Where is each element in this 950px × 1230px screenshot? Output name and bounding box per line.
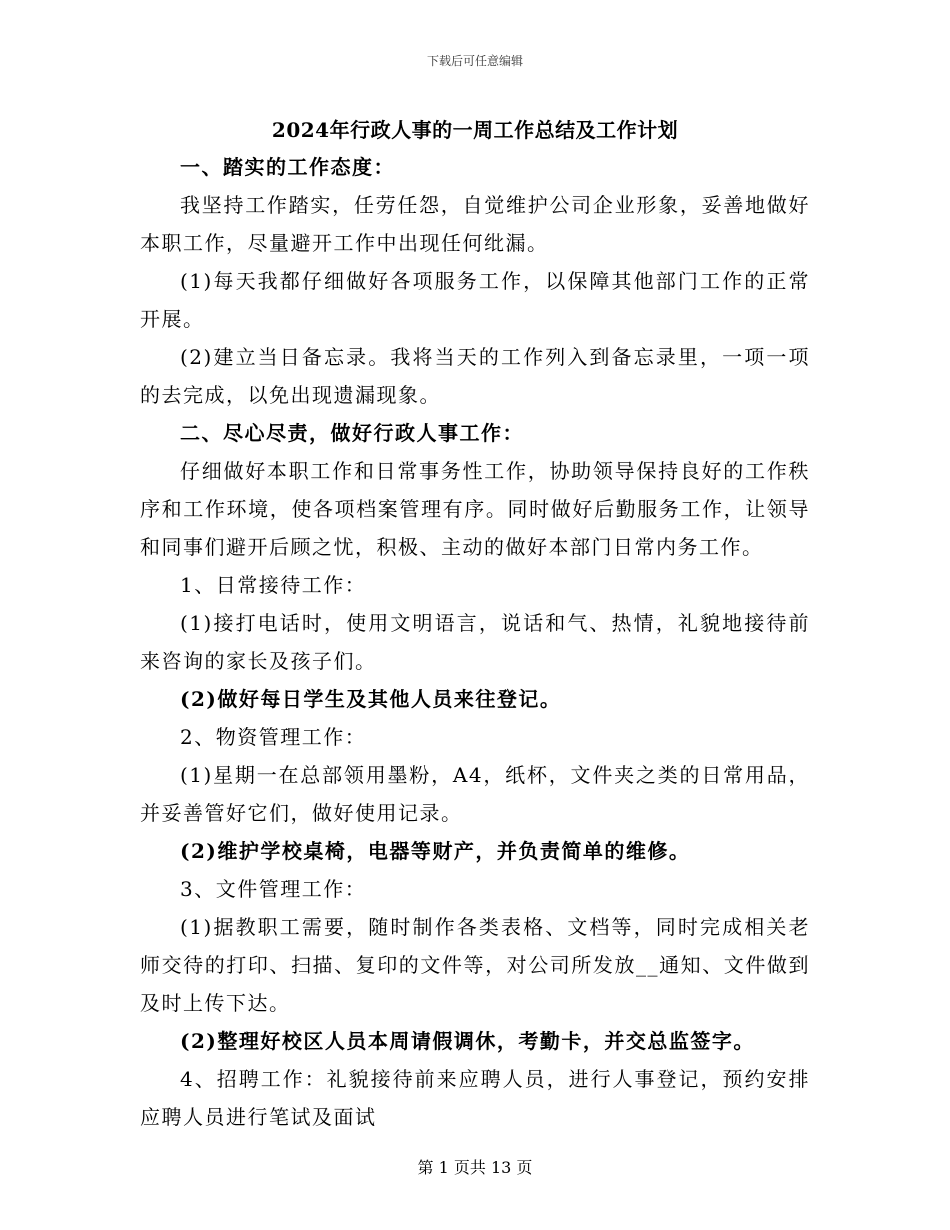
paragraph-11: (2)维护学校桌椅，电器等财产，并负责简单的维修。 <box>180 839 691 863</box>
paragraph-12: 3、文件管理工作： <box>180 877 367 901</box>
page-header-note: 下载后可任意编辑 <box>426 54 523 68</box>
paragraph-15: 4、招聘工作：礼貌接待前来应聘人员，进行人事登记，预约安排应聘人员进行笔试及面试 <box>140 1067 810 1129</box>
paragraph-8: (2)做好每日学生及其他人员来往登记。 <box>180 687 562 711</box>
paragraph-14: (2)整理好校区人员本周请假调休，考勤卡，并交总监签字。 <box>180 1029 755 1053</box>
paragraph-9: 2、物资管理工作： <box>180 725 367 749</box>
paragraph-6: 1、日常接待工作： <box>180 573 367 597</box>
paragraph-3: (2)建立当日备忘录。我将当天的工作列入到备忘录里，一项一项的去完成，以免出现遗漏现象。 <box>140 345 810 407</box>
paragraph-10: (1)星期一在总部领用墨粉，A4，纸杯，文件夹之类的日常用品，并妥善管好它们，做好使用记录。 <box>140 763 810 825</box>
document-title: 2024年行政人事的一周工作总结及工作计划 <box>271 118 679 142</box>
paragraph-1: 我坚持工作踏实，任劳任怨，自觉维护公司企业形象，妥善地做好本职工作，尽量避开工作中出现任何纰漏。 <box>140 193 810 255</box>
paragraph-4: 二、尽心尽责，做好行政人事工作： <box>180 421 524 445</box>
paragraph-5: 仔细做好本职工作和日常事务性工作，协助领导保持良好的工作秩序和工作环境，使各项档案管理有序。同时做好后勤服务工作，让领导和同事们避开后顾之忧，积极、主动的做好本部门日常内务工作。 <box>140 459 810 559</box>
paragraph-7: (1)接打电话时，使用文明语言，说话和气、热情，礼貌地接待前来咨询的家长及孩子们。 <box>140 611 810 673</box>
paragraph-2: (1)每天我都仔细做好各项服务工作，以保障其他部门工作的正常开展。 <box>140 269 810 331</box>
paragraph-13: (1)据教职工需要，随时制作各类表格、文档等，同时完成相关老师交待的打印、扫描、复印的文件等，对公司所发放__通知、文件做到及时上传下达。 <box>140 915 810 1015</box>
paragraph-0: 一、踏实的工作态度： <box>180 155 395 179</box>
page-number-footer: 第 1 页共 13 页 <box>417 1158 533 1177</box>
document-body <box>140 148 810 1136</box>
